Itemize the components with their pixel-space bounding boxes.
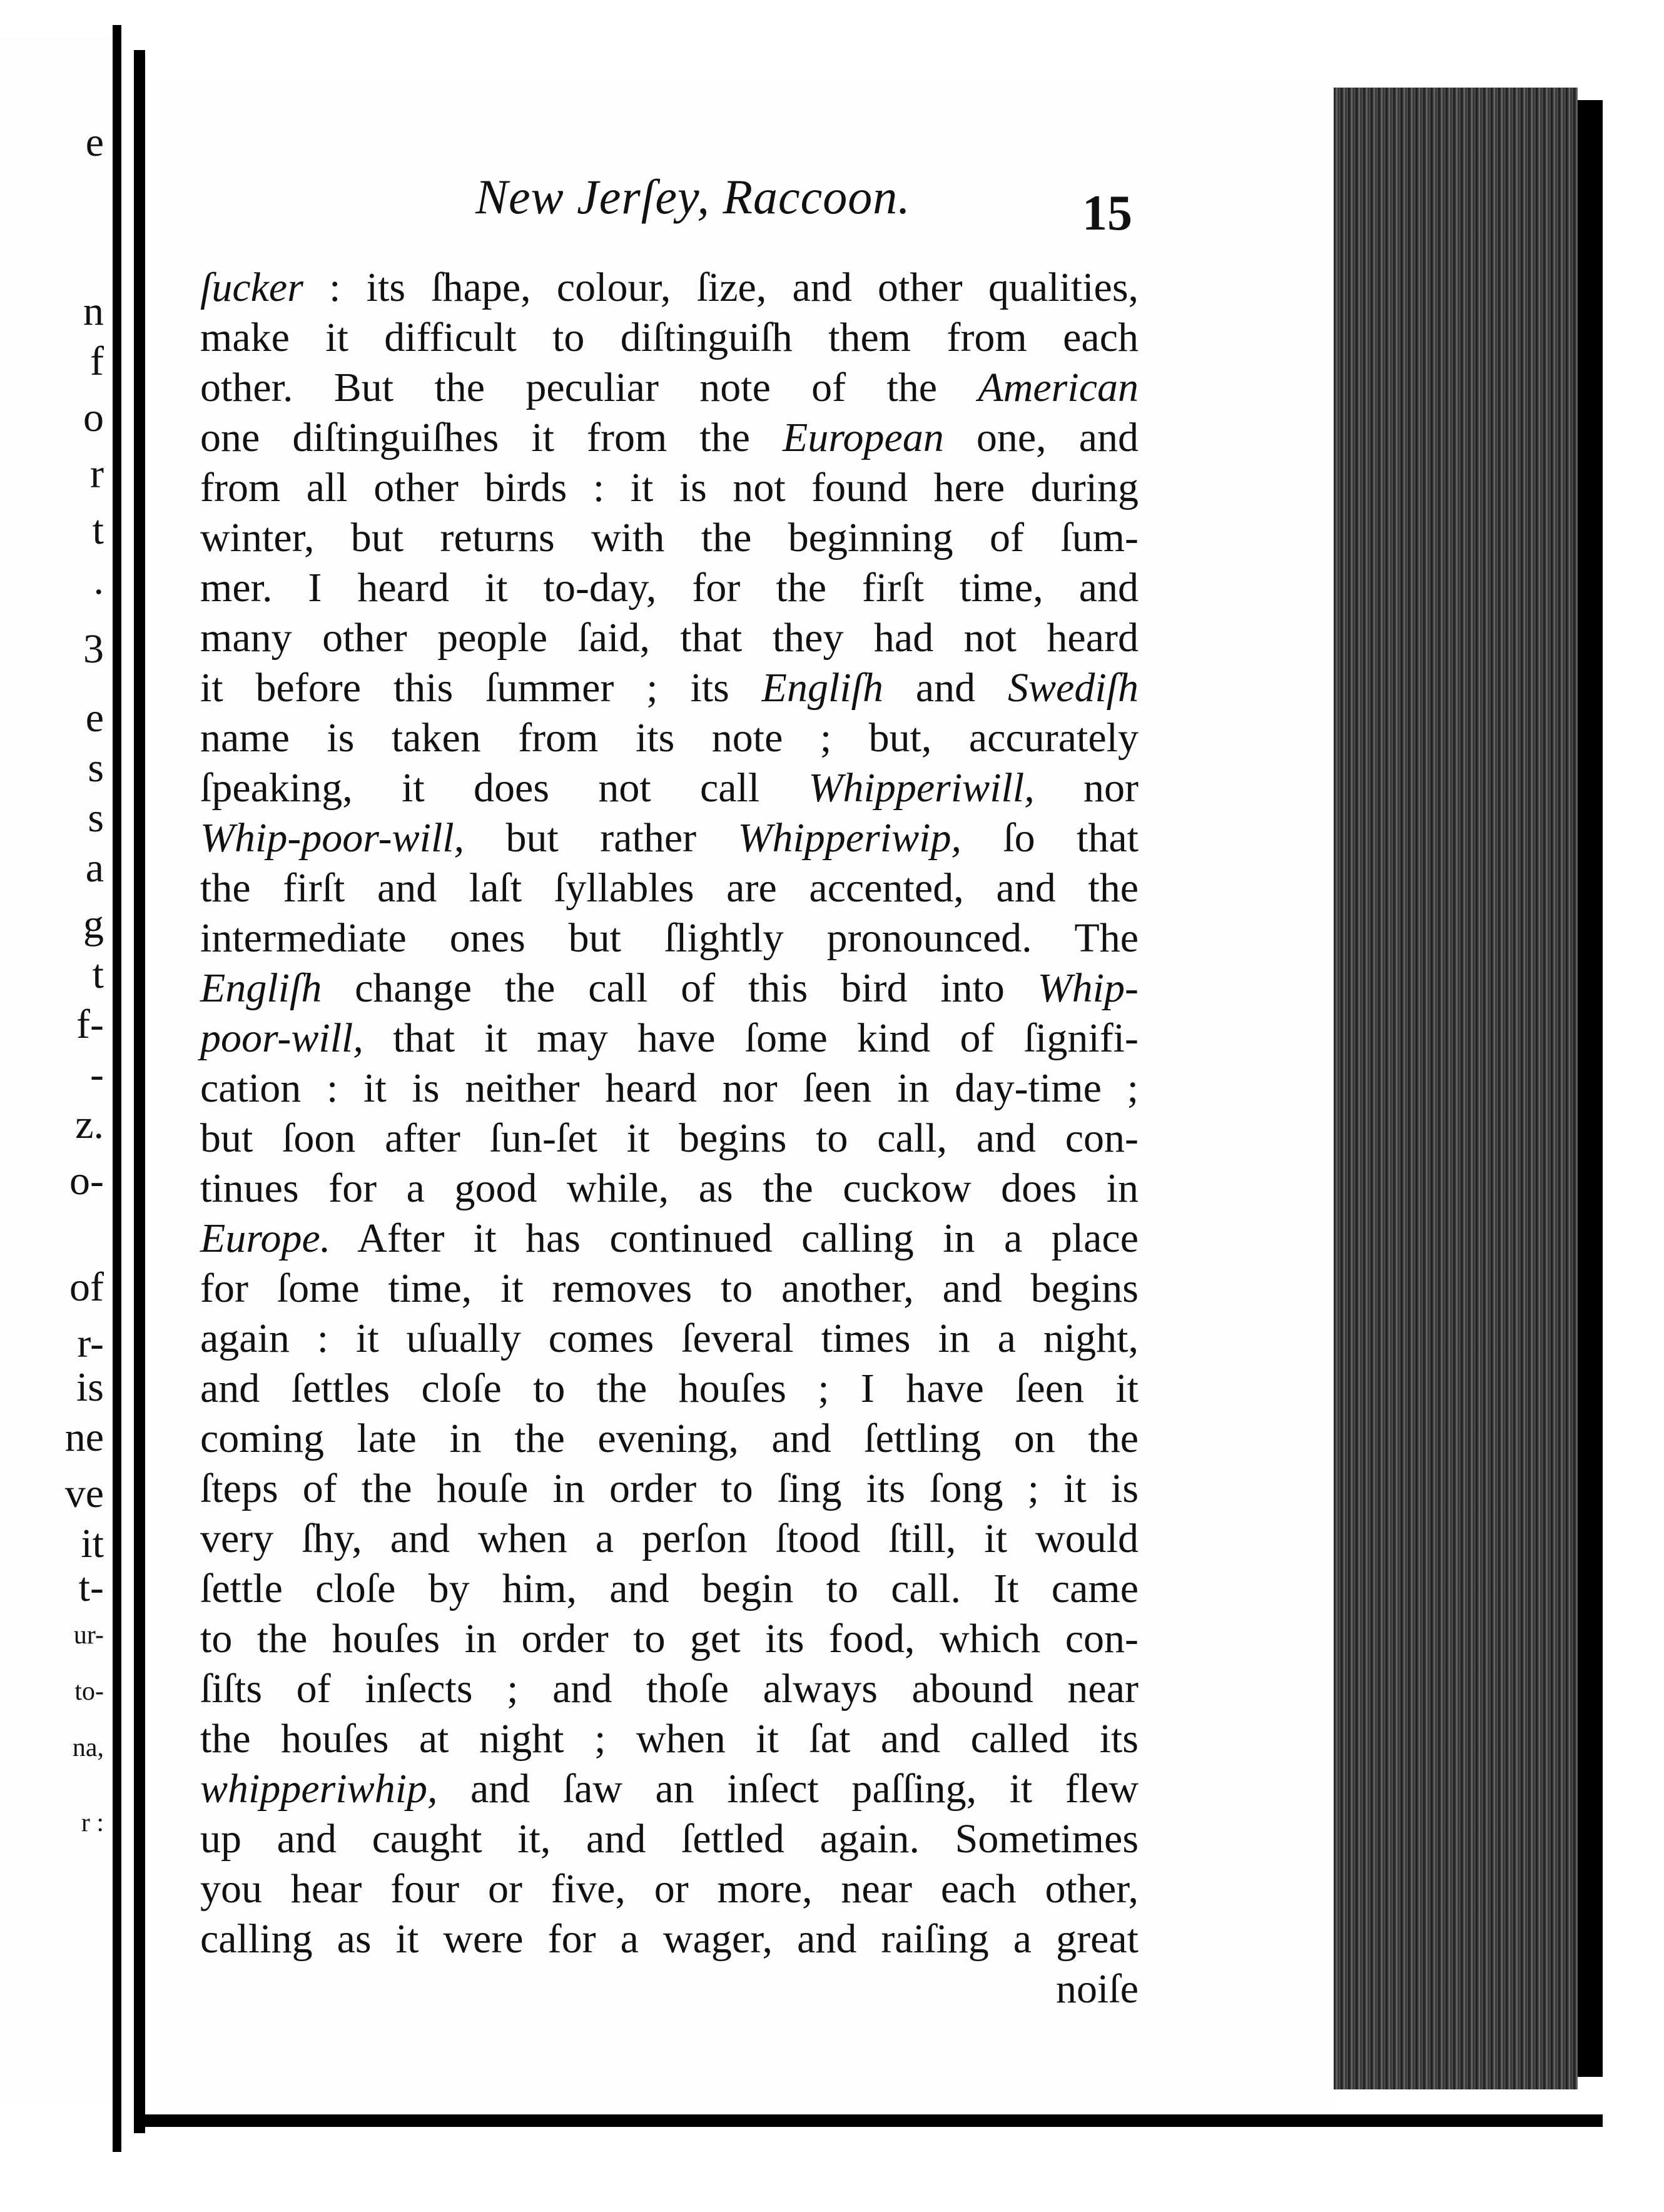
roman-text: one diſtinguiſhes it from the xyxy=(200,415,783,460)
body-text xyxy=(200,263,1139,2014)
roman-text: and xyxy=(883,665,1008,711)
roman-text: and ſaw an inſect paſſing, it flew xyxy=(437,1766,1139,1812)
italic-text: poor-will, xyxy=(200,1015,363,1061)
facing-page-fragment: s xyxy=(88,795,104,841)
facing-page-fragment: n xyxy=(83,288,104,334)
roman-text: ſettle cloſe by him, and begin to call. It came xyxy=(200,1566,1139,1611)
facing-page-fragment: it xyxy=(81,1521,104,1566)
text-line xyxy=(200,363,1139,413)
roman-text: many other people ſaid, that they had not heard xyxy=(200,615,1139,661)
italic-text: Europe. xyxy=(200,1215,331,1261)
facing-page-fragment: na, xyxy=(72,1733,104,1762)
text-line xyxy=(200,563,1139,613)
text-line xyxy=(200,1013,1139,1063)
text-line xyxy=(200,963,1139,1013)
text-line xyxy=(200,463,1139,513)
text-line xyxy=(200,1314,1139,1364)
text-line xyxy=(200,713,1139,763)
facing-page-fragment: o- xyxy=(69,1158,104,1204)
italic-text: Whipperiwip, xyxy=(738,815,961,861)
text-line xyxy=(200,1914,1139,1964)
running-head: New Jerſey, Raccoon. xyxy=(475,170,911,224)
roman-text: winter, but returns with the beginning of ſum- xyxy=(200,515,1139,561)
text-line xyxy=(200,413,1139,463)
gutter-shadow-inner xyxy=(134,50,145,2133)
roman-text: tinues for a good while, as the cuckow does in xyxy=(200,1165,1139,1211)
text-line xyxy=(200,763,1139,813)
text-line xyxy=(200,1664,1139,1714)
gutter-shadow xyxy=(113,25,121,2152)
facing-page-fragment: of xyxy=(69,1264,104,1310)
text-line xyxy=(200,263,1139,313)
facing-page-fragment: r xyxy=(90,451,104,497)
roman-text: but ſoon after ſun-ſet it begins to call, and con- xyxy=(200,1115,1139,1161)
text-line xyxy=(200,1614,1139,1664)
italic-text: Whipperiwill, xyxy=(808,765,1035,811)
italic-text: ſucker xyxy=(200,265,303,310)
roman-text: change the call of this bird into xyxy=(322,965,1038,1011)
roman-text: After it has continued calling in a place xyxy=(330,1215,1139,1261)
text-line xyxy=(200,513,1139,563)
roman-text: ſiſts of inſects ; and thoſe always abound near xyxy=(200,1666,1139,1712)
roman-text: cation : it is neither heard nor ſeen in day-time ; xyxy=(200,1065,1139,1111)
italic-text: whipperiwhip, xyxy=(200,1766,438,1812)
roman-text: it before this ſummer ; its xyxy=(200,665,762,711)
facing-page-fragment: . xyxy=(93,557,104,603)
roman-text: intermediate ones but ſlightly pronounced. The xyxy=(200,915,1139,961)
facing-page-fragment: t- xyxy=(78,1565,104,1610)
facing-page-fragment: z. xyxy=(75,1102,104,1147)
text-line xyxy=(200,1364,1139,1414)
roman-text: ſteps of the houſe in order to ſing its ſong ; it is xyxy=(200,1466,1139,1511)
facing-page-fragments xyxy=(0,38,113,2102)
text-line xyxy=(200,663,1139,713)
roman-text: one, and xyxy=(943,415,1139,460)
text-line xyxy=(200,613,1139,663)
text-line xyxy=(200,1164,1139,1214)
text-line xyxy=(200,1714,1139,1764)
facing-page-fragment: r- xyxy=(77,1321,104,1366)
roman-text: name is taken from its note ; but, accurately xyxy=(200,715,1139,761)
page-block-edge-shadow xyxy=(1578,100,1603,2077)
facing-page-fragment: ne xyxy=(64,1414,104,1460)
italic-text: Whip-poor-will, xyxy=(200,815,465,861)
facing-page-fragment: 3 xyxy=(83,626,104,672)
facing-page-fragment: r : xyxy=(81,1809,104,1837)
text-line xyxy=(200,1214,1139,1264)
facing-page-fragment: e xyxy=(85,119,104,165)
facing-page-fragment: f- xyxy=(76,1002,104,1047)
text-line xyxy=(200,813,1139,863)
roman-text: up and caught it, and ſettled again. Sometimes xyxy=(200,1816,1139,1862)
facing-page-fragment: a xyxy=(85,845,104,891)
text-line xyxy=(200,1264,1139,1314)
roman-text: to the houſes in order to get its food, which con- xyxy=(200,1616,1139,1662)
page-number: 15 xyxy=(1082,186,1132,241)
roman-text: you hear four or five, or more, near each other, xyxy=(200,1866,1139,1912)
text-line xyxy=(200,1414,1139,1464)
facing-page-fragment: o xyxy=(83,395,104,440)
italic-text: Engliſh xyxy=(200,965,322,1011)
facing-page-fragment: s xyxy=(88,745,104,791)
text-line xyxy=(200,1814,1139,1864)
roman-text: from all other birds : it is not found here during xyxy=(200,465,1139,510)
facing-page-fragment: f xyxy=(90,338,104,384)
roman-text: that it may have ſome kind of ſignifi- xyxy=(363,1015,1139,1061)
facing-page-fragment: ve xyxy=(64,1471,104,1516)
roman-text: again : it uſually comes ſeveral times in a night, xyxy=(200,1316,1139,1361)
italic-text: American xyxy=(978,365,1139,410)
text-line xyxy=(200,913,1139,963)
facing-page-edge xyxy=(0,38,113,2102)
roman-text: calling as it were for a wager, and raiſing a great xyxy=(200,1916,1139,1962)
roman-text: the houſes at night ; when it ſat and called its xyxy=(200,1716,1139,1762)
facing-page-fragment: g xyxy=(83,901,104,947)
facing-page-fragment: e xyxy=(85,695,104,741)
facing-page-fragment: ur- xyxy=(73,1621,104,1650)
italic-text: Whip- xyxy=(1037,965,1139,1011)
roman-text: and ſettles cloſe to the houſes ; I have ſeen it xyxy=(200,1366,1139,1411)
facing-page-fragment: t xyxy=(92,951,104,997)
text-line xyxy=(200,1564,1139,1614)
text-line xyxy=(200,1063,1139,1114)
roman-text: but rather xyxy=(464,815,738,861)
roman-text: coming late in the evening, and ſettling on the xyxy=(200,1416,1139,1461)
italic-text: Engliſh xyxy=(761,665,883,711)
roman-text: noiſe xyxy=(1056,1966,1139,2012)
facing-page-fragment: - xyxy=(90,1052,104,1097)
roman-text: nor xyxy=(1034,765,1139,811)
italic-text: European xyxy=(783,415,944,460)
text-line xyxy=(200,1764,1139,1814)
italic-text: Swediſh xyxy=(1008,665,1139,711)
roman-text: make it difficult to diſtinguiſh them from each xyxy=(200,315,1139,360)
roman-text: very ſhy, and when a perſon ſtood ſtill, it would xyxy=(200,1516,1139,1561)
roman-text: mer. I heard it to-day, for the firſt time, and xyxy=(200,565,1139,611)
text-line xyxy=(200,863,1139,913)
facing-page-fragment: to- xyxy=(74,1677,104,1706)
text-line xyxy=(200,1864,1139,1914)
facing-page-fragment: is xyxy=(76,1364,104,1410)
facing-page-fragment: t xyxy=(92,507,104,553)
roman-text: : its ſhape, colour, ſize, and other qualities, xyxy=(303,265,1139,310)
text-line xyxy=(200,1464,1139,1514)
text-line xyxy=(200,1114,1139,1164)
text-line xyxy=(200,1964,1139,2014)
bottom-shadow xyxy=(145,2114,1603,2127)
page-block-edge xyxy=(1334,88,1578,2089)
roman-text: other. But the peculiar note of the xyxy=(200,365,978,410)
text-line xyxy=(200,313,1139,363)
text-line xyxy=(200,1514,1139,1564)
roman-text: ſpeaking, it does not call xyxy=(200,765,809,811)
roman-text: for ſome time, it removes to another, and begins xyxy=(200,1266,1139,1311)
roman-text: ſo that xyxy=(961,815,1139,861)
roman-text: the firſt and laſt ſyllables are accented, and the xyxy=(200,865,1139,911)
